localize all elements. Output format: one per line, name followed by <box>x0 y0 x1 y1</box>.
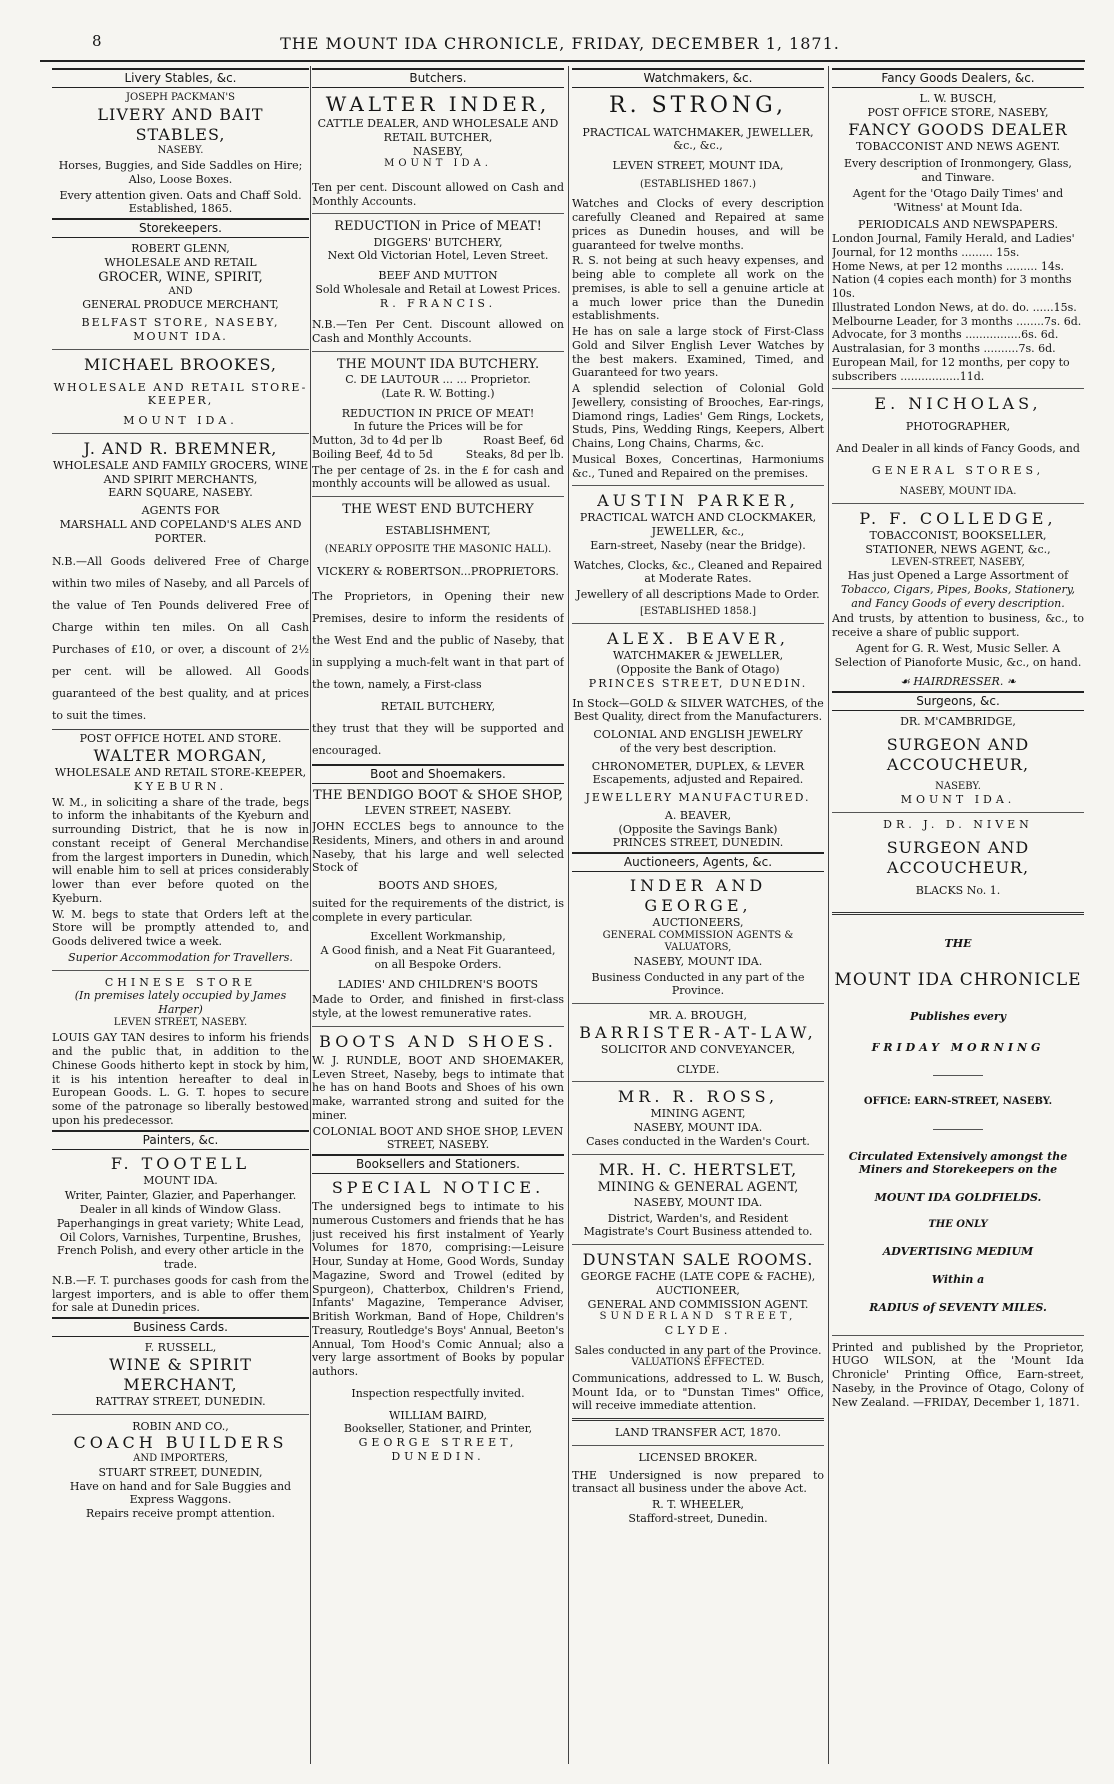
ad-text: RATTRAY STREET, DUNEDIN. <box>95 1394 266 1408</box>
ad-text: ADVERTISING MEDIUM <box>882 1245 1034 1259</box>
ad-text: NASEBY, MOUNT IDA. <box>633 1195 763 1209</box>
ad-text: He has on sale a large stock of First-Class Gold and Silver English Lever Watches by the best makers. Examined, Timed, and Guaranteed for two years. <box>572 325 824 380</box>
section-header: Painters, &c. <box>52 1130 309 1150</box>
ad-text: WHOLESALE AND FAMILY GROCERS, WINE AND SPIRIT MERCHANTS, <box>52 458 309 486</box>
ad-text: MARSHALL AND COPELAND'S ALES AND PORTER. <box>59 517 302 545</box>
ad-text: TOBACCONIST, BOOKSELLER, STATIONER, NEWS AGENT, &c., <box>865 529 1051 556</box>
ad-text: GENERAL PRODUCE MERCHANT, <box>82 298 279 312</box>
ad-text: R. S. not being at such heavy expenses, and being able to complete all work on the premises, is able to sell a genuine article at a much lower price than the Dunedin establishments. <box>572 254 824 323</box>
ad-text: NASEBY. <box>157 144 204 156</box>
separator <box>832 912 1084 915</box>
ad-title: COACH BUILDERS <box>73 1433 288 1453</box>
ad-text: GEORGE STREET, DUNEDIN. <box>358 1436 518 1463</box>
ad-title: MR. H. C. HERTSLET, <box>598 1159 798 1179</box>
ad-title: BOOTS AND SHOES. <box>319 1031 557 1051</box>
ad-name: DR. M'CAMBRIDGE, <box>900 715 1016 728</box>
ad-text: OFFICE: EARN-STREET, NASEBY. <box>863 1096 1053 1107</box>
ad-text: LEVEN STREET, NASEBY. <box>113 1016 248 1028</box>
ad-text: Publishes every <box>909 1009 1007 1023</box>
ad-text: LADIES' AND CHILDREN'S BOOTS <box>337 977 539 991</box>
ad-text: LEVEN STREET, NASEBY. <box>364 804 512 818</box>
section-header: Boot and Shoemakers. <box>312 764 564 784</box>
ad-title: LIVERY AND BAIT STABLES, <box>97 104 264 144</box>
ad-text: BLACKS No. 1. <box>915 883 1001 897</box>
ad-text: MOUNT IDA. <box>123 414 238 427</box>
ad-text: TOBACCONIST AND NEWS AGENT. <box>855 139 1061 153</box>
ad-text: MOUNT IDA. <box>143 1173 218 1187</box>
ad-text: Agent for G. R. West, Music Seller. A Selection of Pianoforte Music, &c., on hand. <box>834 641 1082 669</box>
ad-text: In future the Prices will be for <box>353 420 523 434</box>
ad-text: Has just Opened a Large Assortment of <box>847 569 1069 582</box>
ad-text: CLYDE. <box>664 1323 732 1337</box>
ad-text: (Opposite the Savings Bank) <box>618 822 778 836</box>
ad-text: GENERAL COMMISSION AGENTS & VALUATORS, <box>602 929 794 954</box>
ad-text: COLONIAL BOOT AND SHOE SHOP, LEVEN STREET, NASEBY. <box>312 1124 564 1152</box>
separator <box>572 1244 824 1245</box>
ad-text: KYEBURN. <box>133 779 228 793</box>
ad-text: District, Warden's, and Resident Magistrate's Court Business attended to. <box>583 1211 813 1239</box>
ad-text: W. M. begs to state that Orders left at the Store will be promptly attended to, and Goods delivered twice a week. <box>52 907 309 948</box>
ad-title: REDUCTION in Price of MEAT! <box>334 219 542 235</box>
ad-title: R. STRONG, <box>609 93 787 118</box>
newspaper-title: THE MOUNT IDA CHRONICLE, FRIDAY, DECEMBER 1, 1871. <box>280 34 840 53</box>
price-item: Illustrated London News, at do. do. ......15s. <box>832 300 1077 314</box>
ad-title: THE MOUNT IDA BUTCHERY. <box>336 356 540 372</box>
ad-text: MINING & GENERAL AGENT, <box>597 1179 799 1195</box>
ad-text: Stafford-street, Dunedin. <box>628 1511 768 1525</box>
ad-text: Circulated Extensively amongst the Miners and Storekeepers on the <box>848 1149 1068 1177</box>
ad-text: MOUNT IDA GOLDFIELDS. <box>874 1191 1042 1204</box>
ad-text: CLYDE. <box>676 1062 720 1076</box>
ad-text: Escapements, adjusted and Repaired. <box>592 773 804 787</box>
masthead <box>40 18 1080 53</box>
section-header: Surgeons, &c. <box>832 691 1084 711</box>
ad-text: THE ONLY <box>928 1218 988 1230</box>
ad-text: A. BEAVER, <box>664 808 732 822</box>
price-item: Mutton, 3d to 4d per lb <box>312 434 443 447</box>
price-item: London Journal, Family Herald, and Ladies' Journal, for 12 months ......... 15s. <box>832 232 1075 259</box>
ad-text: Within a <box>931 1273 985 1286</box>
ad-title: GROCER, WINE, SPIRIT, <box>98 269 263 285</box>
separator <box>312 351 564 352</box>
section-header: Watchmakers, &c. <box>572 68 824 88</box>
ad-title: SPECIAL NOTICE. <box>331 1178 545 1197</box>
ad-text: ESTABLISHMENT, <box>385 524 491 538</box>
ad-text: A splendid selection of Colonial Gold Jewellery, consisting of Brooches, Ear-rings, Diamond rings, Ladies' Gem Rings, Lockets, Studs, Pins, Wedding Rings, Keepers, Albert Chains, Long Chains, Charms, &c. <box>572 382 824 450</box>
separator <box>572 1081 824 1082</box>
ad-text: Every attention given. Oats and Chaff Sold. Established, 1865. <box>59 188 302 216</box>
ad-text: PRINCES STREET, DUNEDIN. <box>612 836 784 850</box>
separator <box>312 1026 564 1027</box>
separator <box>832 1335 1084 1336</box>
ad-text: NASEBY, <box>412 144 464 158</box>
ad-name: JOSEPH PACKMAN'S <box>126 92 235 103</box>
ad-text: In Stock—GOLD & SILVER WATCHES, of the Best Quality, direct from the Manufacturers. <box>572 696 824 724</box>
ad-text: (Opposite the Bank of Otago) <box>616 663 780 676</box>
ad-text: LOUIS GAY TAN desires to inform his friends and the public that, in addition to the Chinese Goods hitherto kept in stock by him, it is his intention hereafter to deal in European Goods. L. G. T. hopes to secure some of the patronage so liberally bestowed upon his predecessor. <box>52 1031 309 1127</box>
ad-title: MR. R. ROSS, <box>617 1087 779 1107</box>
ad-text: SUNDERLAND STREET, <box>599 1311 797 1323</box>
ad-text: W. J. RUNDLE, BOOT AND SHOEMAKER, Leven Street, Naseby, begs to intimate that he has on hand Boots and Shoes of his own make, warranted strong and suited for the miner. <box>312 1053 564 1122</box>
ad-text: BEEF AND MUTTON <box>378 269 498 282</box>
separator <box>52 349 309 350</box>
separator <box>52 433 309 434</box>
ad-text: Superior Accommodation for Travellers. <box>68 950 293 964</box>
ad-text: AUCTIONEER, <box>656 1283 740 1297</box>
ad-text: LEVEN-STREET, NASEBY, <box>891 556 1025 568</box>
price-item: Melbourne Leader, for 3 months ........7s. 6d. <box>832 314 1082 328</box>
ad-text: COLONIAL AND ENGLISH JEWELRY <box>593 728 803 741</box>
separator <box>832 388 1084 389</box>
ad-text: BELFAST STORE, NASEBY, MOUNT IDA. <box>81 316 280 343</box>
ad-text: WILLIAM BAIRD, <box>389 1408 487 1422</box>
separator <box>933 1075 983 1076</box>
ad-text: PERIODICALS AND NEWSPAPERS. <box>857 218 1058 232</box>
ad-title: DUNSTAN SALE ROOMS. <box>582 1250 814 1269</box>
ad-text: W. M., in soliciting a share of the trade, begs to inform the inhabitants of the Kyeburn and surrounding District, that he is now in constant receipt of General Merchandise from the largest importers in Dunedin, which will enable him to sell at prices considerably lower than ever before quoted on the Kyeburn. <box>52 795 309 905</box>
section-header: Auctioneers, Agents, &c. <box>572 852 824 872</box>
ad-text: Bookseller, Stationer, and Printer, <box>343 1422 533 1436</box>
ad-text: R. T. WHEELER, <box>651 1498 745 1511</box>
ad-text: LEVEN STREET, MOUNT IDA, <box>612 159 784 172</box>
separator <box>572 1003 824 1004</box>
ad-text: of the very best description. <box>619 741 777 755</box>
separator <box>312 496 564 497</box>
price-item: Roast Beef, 6d <box>483 434 564 447</box>
ad-text: NASEBY, MOUNT IDA. <box>633 954 763 968</box>
ad-text: The per centage of 2s. in the £ for cash and monthly accounts will be allowed as usual. <box>312 463 564 491</box>
ad-text: CHRONOMETER, DUPLEX, & LEVER <box>591 759 805 773</box>
ad-text: Cases conducted in the Warden's Court. <box>586 1134 810 1148</box>
ad-title: AUSTIN PARKER, <box>597 491 799 511</box>
ad-text: STUART STREET, DUNEDIN, <box>98 1465 263 1479</box>
ad-text: Horses, Buggies, and Side Saddles on Hire; Also, Loose Boxes. <box>58 159 303 186</box>
ad-text: And Dealer in all kinds of Fancy Goods, and <box>836 442 1080 455</box>
ad-text: THE Undersigned is now prepared to transact all business under the above Act. <box>572 1468 824 1496</box>
section-header: Booksellers and Stationers. <box>312 1154 564 1174</box>
ad-text: Made to Order, and finished in first-class style, at the lowest remunerative rates. <box>312 993 564 1020</box>
ad-text: Tobacco, Cigars, Pipes, Books, Stationery, and Fancy Goods of every description. <box>841 582 1075 610</box>
column-4 <box>832 66 1084 1764</box>
ad-text: WHOLESALE AND RETAIL STORE-KEEPER, <box>53 380 308 408</box>
ad-text: Sold Wholesale and Retail at Lowest Prices. <box>315 282 561 296</box>
section-header: Fancy Goods Dealers, &c. <box>832 68 1084 88</box>
column-divider <box>568 66 569 1764</box>
ad-name: L. W. BUSCH, <box>919 92 997 105</box>
ad-text: AGENTS FOR <box>141 504 220 517</box>
ad-text: GENERAL STORES, <box>871 463 1045 477</box>
ad-text: PRACTICAL WATCH AND CLOCKMAKER, JEWELLER, &c., <box>579 511 817 538</box>
ad-text: RADIUS of SEVENTY MILES. <box>869 1300 1047 1314</box>
ad-text: POST OFFICE STORE, NASEBY, <box>867 105 1049 119</box>
separator <box>572 1445 824 1446</box>
separator <box>832 503 1084 504</box>
ad-title: LAND TRANSFER ACT, 1870. <box>615 1426 781 1439</box>
ad-title: MOUNT IDA CHRONICLE <box>834 970 1082 991</box>
separator <box>572 1418 824 1421</box>
ad-title: WALTER MORGAN, <box>93 746 268 765</box>
ad-text: N.B.—F. T. purchases goods for cash from the largest importers, and is able to offer them for sale at Dunedin prices. <box>52 1273 309 1315</box>
separator <box>832 812 1084 813</box>
ad-text: DIGGERS' BUTCHERY, <box>373 235 503 249</box>
ad-text: WHOLESALE AND RETAIL <box>104 255 257 269</box>
ad-title: P. F. COLLEDGE, <box>859 509 1057 528</box>
ad-text: Watches, Clocks, &c., Cleaned and Repaired at Moderate Rates. <box>573 558 823 586</box>
ad-text: MINING AGENT, <box>650 1107 746 1121</box>
ad-text: (ESTABLISHED 1867.) <box>640 178 756 190</box>
separator <box>933 1129 983 1130</box>
ad-text: PRACTICAL WATCHMAKER, JEWELLER, &c., &c., <box>582 125 814 153</box>
separator <box>52 1414 309 1415</box>
ad-text: The undersigned begs to intimate to his numerous Customers and friends that he has just received his first instalment of Yearly Volumes for 1870, comprising:—Leisure Hour, Sunday at Home, Good Words, Sunday Magazine, Sword and Trowel (edited by Spurgeon), Chatterbox, Children's Friend, Infants' Magazine, Temperance Adviser, British Workman, Band of Hope, Children's Treasury, Routledge's Boys' Annual, Beeton's Annual, Tom Hood's Comic Annual; also a very large assortment of Books by popular authors. <box>312 1200 564 1378</box>
ad-text: MOUNT IDA. <box>384 158 492 170</box>
price-item: Boiling Beef, 4d to 5d <box>312 447 433 461</box>
ad-text: AND IMPORTERS, <box>133 1453 228 1465</box>
ad-text: GEORGE FACHE (LATE COPE & FACHE), <box>580 1270 816 1283</box>
ad-text: (Late R. W. Botting.) <box>381 386 495 400</box>
ad-text: Writer, Painter, Glazier, and Paperhanger. Dealer in all kinds of Window Glass. Paperhangings in great variety; White Lead, Oil Colors, Varnishes, Turpentine, Brushes, French Polish, and every other article in the trade. <box>56 1189 305 1271</box>
ad-title: POST OFFICE HOTEL AND STORE. <box>52 729 309 746</box>
price-item: Nation (4 copies each month) for 3 months 10s. <box>832 273 1072 300</box>
ad-title: SURGEON AND ACCOUCHEUR, <box>886 734 1030 774</box>
ad-title: BARRISTER-AT-LAW, <box>579 1022 817 1042</box>
ad-text: VALUATIONS EFFECTED. <box>631 1357 765 1369</box>
ornament-icon: ☙ <box>899 675 914 689</box>
separator <box>572 1154 824 1155</box>
ad-text: Jewellery of all descriptions Made to Order. <box>576 588 820 601</box>
ad-text: NASEBY, MOUNT IDA. <box>633 1121 763 1134</box>
separator <box>312 213 564 214</box>
ad-text: And trusts, by attention to business, &c., to receive a share of public support. <box>832 612 1084 639</box>
ad-text: Earn-street, Naseby (near the Bridge). <box>590 538 806 552</box>
ad-text: Communications, addressed to L. W. Busch, Mount Ida, or to "Dunstan Times" Office, will receive immediate attention. <box>572 1371 824 1413</box>
ad-text: (NEARLY OPPOSITE THE MASONIC HALL). <box>324 544 552 555</box>
ad-text: Business Conducted in any part of the Province. <box>591 970 805 998</box>
ad-title: MICHAEL BROOKES, <box>84 354 277 374</box>
separator <box>572 623 824 624</box>
ad-text: Watches and Clocks of every description carefully Cleaned and Repaired at same prices as Dunedin houses, and will be guaranteed for twelve months. <box>572 197 824 252</box>
ad-text: CATTLE DEALER, AND WHOLESALE AND RETAIL BUTCHER, <box>317 117 559 144</box>
ad-text: AUCTIONEERS, <box>652 916 744 929</box>
ad-text: suited for the requirements of the district, is complete in every particular. <box>312 896 564 924</box>
column-1 <box>52 66 309 1764</box>
price-item: Advocate, for 3 months ................6s. 6d. <box>832 328 1059 342</box>
ornament-icon: ❧ <box>1003 675 1017 689</box>
ad-title: E. NICHOLAS, <box>874 394 1042 414</box>
ad-text: Repairs receive prompt attention. <box>86 1507 275 1520</box>
ad-name: F. RUSSELL, <box>144 1341 217 1354</box>
ad-title: THE BENDIGO BOOT & SHOE SHOP, <box>312 788 564 803</box>
ad-text: Sales conducted in any part of the Province. <box>574 1343 822 1357</box>
column-divider <box>828 66 829 1764</box>
ad-text: JEWELLERY MANUFACTURED. <box>585 791 811 804</box>
ad-text: BOOTS AND SHOES, <box>378 879 498 892</box>
ad-text: [ESTABLISHED 1858.] <box>640 605 756 617</box>
ad-text: NASEBY, MOUNT IDA. <box>899 485 1017 497</box>
page-number: 8 <box>92 32 102 50</box>
hairdresser-line <box>832 675 1084 689</box>
ad-text: N.B.—Ten Per Cent. Discount allowed on Cash and Monthly Accounts. <box>312 318 564 345</box>
ad-title: F. TOOTELL <box>110 1153 251 1173</box>
ad-title: WINE & SPIRIT MERCHANT, <box>109 1354 252 1394</box>
ad-text: A Good finish, and a Neat Fit Guaranteed, on all Bespoke Orders. <box>320 944 556 971</box>
ad-text: THE <box>944 936 972 950</box>
ad-text: Next Old Victorian Hotel, Leven Street. <box>327 249 549 263</box>
ad-text: EARN SQUARE, NASEBY. <box>108 486 253 500</box>
ad-text: Inspection respectfully invited. <box>351 1386 525 1400</box>
imprint: Printed and published by the Proprietor, HUGO WILSON, at the 'Mount Ida Chronicle' Printing Office, Earn-street, Naseby, in the Province of Otago, Colony of New Zealand. —FRIDAY, December 1, 1871. <box>832 1340 1084 1409</box>
ad-text: HAIRDRESSER. <box>913 675 1004 689</box>
ad-name: MR. A. BROUGH, <box>648 1009 747 1022</box>
ad-text: Have on hand and for Sale Buggies and Express Waggons. <box>69 1479 292 1507</box>
ad-text: PRINCES STREET, DUNEDIN. <box>588 676 808 690</box>
column-2 <box>312 66 564 1764</box>
ad-text: Ten per cent. Discount allowed on Cash and Monthly Accounts. <box>312 180 564 208</box>
ad-text: Musical Boxes, Concertinas, Harmoniums &c., Tuned and Repaired on the premises. <box>572 452 824 480</box>
section-header: Storekeepers. <box>52 218 309 238</box>
ad-text: NASEBY. <box>935 780 981 792</box>
ad-text: Excellent Workmanship, <box>370 930 506 944</box>
ad-text: they trust that they will be supported and encouraged. <box>312 722 564 757</box>
ad-text: Agent for the 'Otago Daily Times' and 'Witness' at Mount Ida. <box>852 186 1064 214</box>
price-item: Australasian, for 3 months ..........7s. 6d. <box>832 342 1056 355</box>
ad-text: JOHN ECCLES begs to announce to the Residents, Miners, and others in and around Naseby, that his large and well selected Stock of <box>312 820 564 875</box>
ad-name: ROBERT GLENN, <box>131 242 230 255</box>
ad-title: CHINESE STORE <box>104 975 257 989</box>
ad-text: RETAIL BUTCHERY, <box>380 700 496 714</box>
column-divider <box>310 66 311 1764</box>
price-item: European Mail, for 12 months, per copy to subscribers .................11d. <box>832 355 1070 383</box>
ad-text: MOUNT IDA. <box>900 793 1016 807</box>
section-header: Butchers. <box>312 68 564 88</box>
ad-text: WATCHMAKER & JEWELLER, <box>612 649 784 663</box>
separator <box>52 970 309 971</box>
ad-text: VICKERY & ROBERTSON...PROPRIETORS. <box>317 564 559 578</box>
ad-title: INDER AND GEORGE, <box>629 876 767 915</box>
ad-text: Every description of Ironmongery, Glass, and Tinware. <box>844 157 1072 184</box>
ad-text: WHOLESALE AND RETAIL STORE-KEEPER, <box>54 766 307 779</box>
ad-title: FANCY GOODS DEALER <box>848 119 1068 139</box>
price-item: Home News, at per 12 months ......... 14s. <box>832 259 1065 273</box>
separator <box>572 485 824 486</box>
ad-text: (In premises lately occupied by James Harper) <box>74 989 287 1016</box>
ad-text: LICENSED BROKER. <box>638 1450 758 1464</box>
section-header: Livery Stables, &c. <box>52 68 309 88</box>
ad-title: ALEX. BEAVER, <box>607 629 789 649</box>
ad-title: SURGEON AND ACCOUCHEUR, <box>886 837 1030 877</box>
ad-name: DR. J. D. NIVEN <box>883 818 1033 831</box>
column-3 <box>572 66 824 1764</box>
ad-text: FRIDAY MORNING <box>871 1041 1045 1055</box>
ad-text: R. FRANCIS. <box>379 296 497 310</box>
ad-text: REDUCTION IN PRICE OF MEAT! <box>341 406 535 420</box>
ad-text: N.B.—All Goods delivered Free of Charge within two miles of Naseby, and all Parcels of the value of Ten Pounds delivered Free of Charge within ten miles. On all Cash Purchases of £10, or over, a discount of 2½ per cent. will be allowed. All Goods guaranteed of the best quality, and at prices to suit the times. <box>52 555 309 723</box>
ad-name: ROBIN AND CO., <box>132 1419 229 1433</box>
ad-text: GENERAL AND COMMISSION AGENT. <box>587 1297 809 1311</box>
ad-text: The Proprietors, in Opening their new Premises, desire to inform the residents of the West End and the public of Naseby, that in supplying a much-felt want in that part of the town, namely, a First-class <box>312 590 564 692</box>
ad-text: C. DE LAUTOUR ... ... Proprietor. <box>345 373 531 386</box>
ad-text: AND <box>168 285 193 297</box>
top-rule <box>40 60 1085 62</box>
ad-text: PHOTOGRAPHER, <box>905 420 1011 434</box>
section-header: Business Cards. <box>52 1317 309 1337</box>
ad-title: WALTER INDER, <box>325 92 551 116</box>
price-item: Steaks, 8d per lb. <box>465 447 564 461</box>
ad-title: J. AND R. BREMNER, <box>83 438 278 458</box>
ad-text: SOLICITOR AND CONVEYANCER, <box>600 1042 796 1056</box>
ad-title: THE WEST END BUTCHERY <box>342 502 534 517</box>
